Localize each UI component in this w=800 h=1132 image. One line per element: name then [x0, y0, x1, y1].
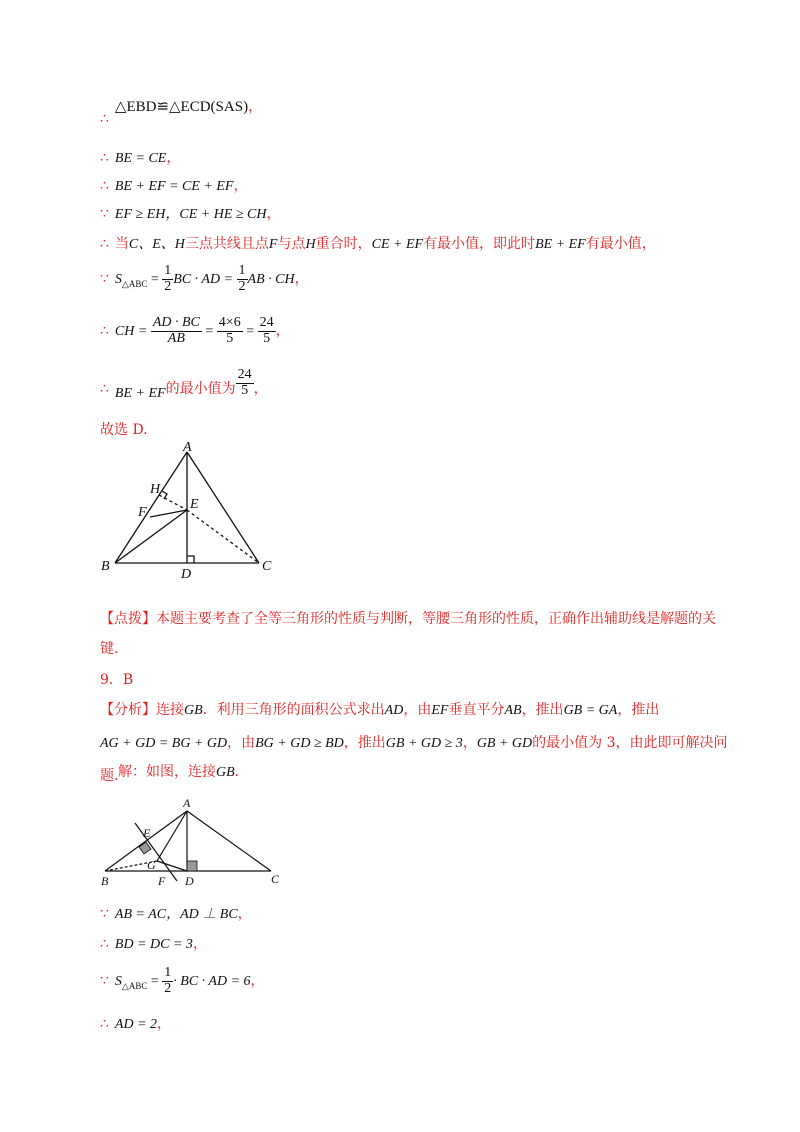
answer-line: 故选 D.: [100, 422, 148, 438]
proof2-line-bd-dc: [100, 936, 207, 954]
math-expression: BD = DC = 3: [114, 937, 193, 952]
math-expression: H: [305, 237, 316, 252]
math-expression: BC · AD =: [173, 272, 237, 288]
proof2-line-area: [100, 966, 265, 996]
because-symbol: ∵: [100, 271, 109, 288]
proof-line-min-value: [100, 367, 268, 402]
text: 的最小值为: [165, 381, 236, 398]
math-expression: AB = AC，AD ⊥ BC: [114, 907, 238, 922]
math-expression: AG + GD = BG + GD: [100, 736, 228, 751]
label-d: D: [181, 567, 192, 582]
math-expression: EF: [431, 703, 449, 718]
math-expression: GB = GA: [563, 703, 618, 718]
text: ，: [462, 735, 477, 751]
fraction: $\frac{24}{5}$: [237, 367, 252, 398]
math-expression: △EBD≌△ECD(SAS): [114, 99, 249, 115]
label-g: G: [147, 858, 156, 872]
question-9-header: 9．B: [100, 672, 134, 688]
label-e: E: [143, 826, 151, 840]
text: ，由: [403, 702, 432, 718]
math-expression: BE + EF: [114, 386, 166, 402]
punctuation: ，: [248, 99, 263, 115]
text: 重合时，: [315, 236, 372, 252]
fraction: $\frac{4\times 6}{5}$: [218, 315, 241, 346]
math-expression: =: [242, 324, 258, 340]
segment-ab: [105, 811, 187, 871]
math-expression: BE = CE: [114, 151, 167, 166]
label-b: B: [101, 559, 110, 574]
label-c: C: [262, 559, 272, 574]
punctuation: ，: [233, 178, 248, 194]
proof-line-sum-equal: [100, 178, 247, 196]
math-expression: GB: [216, 765, 235, 780]
math-expression: =: [147, 272, 163, 288]
label-b: B: [101, 874, 109, 888]
text: 垂直平分: [448, 702, 505, 718]
fraction: $\frac{1}{2}$: [164, 965, 172, 996]
analysis-tag: 【分析】: [100, 702, 156, 718]
therefore-symbol: ∴: [100, 178, 109, 194]
math-expression: GB + GD ≥ 3: [385, 736, 463, 751]
text: 有最小值，: [585, 236, 656, 252]
tip-tag: 【点拨】: [100, 611, 156, 627]
because-symbol: ∵: [100, 973, 109, 990]
punctuation: ，: [157, 1016, 172, 1032]
punctuation: ，: [266, 206, 281, 222]
fraction: $\frac{AD \cdot BC}{AB}$: [152, 315, 200, 346]
punctuation: ，: [237, 906, 252, 922]
text: ，推出: [617, 702, 660, 718]
segment-ec: [187, 510, 259, 563]
math-expression: AD = 2: [114, 1017, 158, 1032]
because-symbol: ∵: [100, 206, 109, 222]
math-expression: S: [114, 974, 122, 990]
label-h: H: [150, 482, 161, 497]
math-expression: AB · CH: [247, 272, 295, 288]
because-symbol: ∵: [100, 906, 109, 922]
math-expression: F: [268, 237, 278, 252]
punctuation: ，: [192, 936, 207, 952]
proof-line-area: [100, 264, 309, 294]
segment-gd: [157, 861, 187, 871]
text: 当: [114, 236, 129, 252]
punctuation: ，: [253, 381, 268, 398]
right-angle-mark-d: [187, 556, 194, 563]
math-expression: BE + EF: [535, 237, 586, 252]
proof-line-inequalities: [100, 206, 281, 224]
text: 与点: [277, 236, 306, 252]
math-expression: =: [201, 324, 217, 340]
label-c: C: [271, 872, 280, 886]
therefore-symbol: ∴: [100, 236, 109, 252]
tip-paragraph: [100, 604, 720, 664]
label-a: A: [183, 796, 191, 810]
label-e: E: [190, 497, 199, 512]
therefore-symbol: ∴: [100, 111, 109, 127]
punctuation: ，: [294, 271, 309, 288]
proof2-line-ad: [100, 1016, 171, 1034]
proof-line-ch-value: [100, 316, 290, 346]
math-expression: · BC · AD = 6: [173, 974, 251, 990]
math-expression: C、E、H: [128, 237, 185, 252]
math-expression: GB + GD: [476, 736, 533, 751]
solution-intro: [118, 764, 249, 782]
segment-ac: [187, 811, 271, 871]
fraction: $\frac{1}{2}$: [164, 263, 172, 294]
punctuation: ．: [234, 764, 249, 780]
text: ，推出: [521, 702, 564, 718]
segment-be: [115, 510, 187, 563]
therefore-symbol: ∴: [100, 1016, 109, 1032]
math-expression: =: [147, 974, 163, 990]
text: ．利用三角形的面积公式求出: [202, 702, 385, 718]
right-angle-mark-h: [162, 491, 167, 499]
punctuation: ，: [275, 323, 290, 340]
proof2-line-given: [100, 906, 252, 924]
proof-line-be-ce: [100, 150, 180, 168]
math-expression: AB: [504, 703, 522, 718]
text: 三点共线且点: [184, 236, 269, 252]
tip-text: 本题主要考查了全等三角形的性质与判断，等腰三角形的性质，正确作出辅助线是解题的关键.: [100, 611, 716, 657]
therefore-symbol: ∴: [100, 323, 109, 340]
proof-line-minimum-condition: [100, 236, 656, 254]
label-d: D: [185, 874, 194, 888]
right-angle-mark-d: [187, 861, 197, 871]
triangle-figure-2: [95, 793, 295, 893]
math-expression: S: [114, 272, 122, 288]
right-angle-mark-e: [139, 842, 151, 854]
segment-ag: [157, 811, 187, 861]
math-expression: CE + EF: [371, 237, 424, 252]
fraction: $\frac{1}{2}$: [238, 263, 246, 294]
math-expression: BG + GD ≥ BD: [255, 736, 344, 751]
math-subscript: △ABC: [121, 278, 148, 289]
label-f: F: [158, 874, 166, 888]
text: 连接: [156, 702, 184, 718]
segment-ab: [115, 452, 187, 563]
text: ，推出: [343, 735, 386, 751]
text: 有最小值，即此时: [423, 236, 536, 252]
segment-ef: [135, 823, 177, 881]
math-expression: GB: [184, 703, 203, 718]
therefore-symbol: ∴: [100, 936, 109, 952]
math-expression: EF ≥ EH，CE + HE ≥ CH: [114, 207, 267, 222]
label-a: A: [183, 440, 192, 455]
fraction: $\frac{24}{5}$: [259, 315, 274, 346]
therefore-symbol: ∴: [100, 381, 109, 398]
text: 解：如图，连接: [118, 764, 216, 780]
segment-he: [159, 495, 187, 510]
label-f: F: [138, 505, 147, 520]
therefore-symbol: ∴: [100, 150, 109, 166]
punctuation: ，: [166, 150, 181, 166]
math-subscript: △ABC: [121, 980, 148, 991]
triangle-figure-1: [95, 440, 285, 585]
math-expression: AD: [384, 703, 404, 718]
text: 的最小值为 3，由此即可解决问题.: [100, 735, 728, 784]
proof-line-congruence: [100, 98, 263, 127]
punctuation: ，: [250, 973, 265, 990]
math-expression: CH =: [114, 324, 151, 340]
text: ，由: [227, 735, 256, 751]
math-expression: BE + EF = CE + EF: [114, 179, 234, 194]
